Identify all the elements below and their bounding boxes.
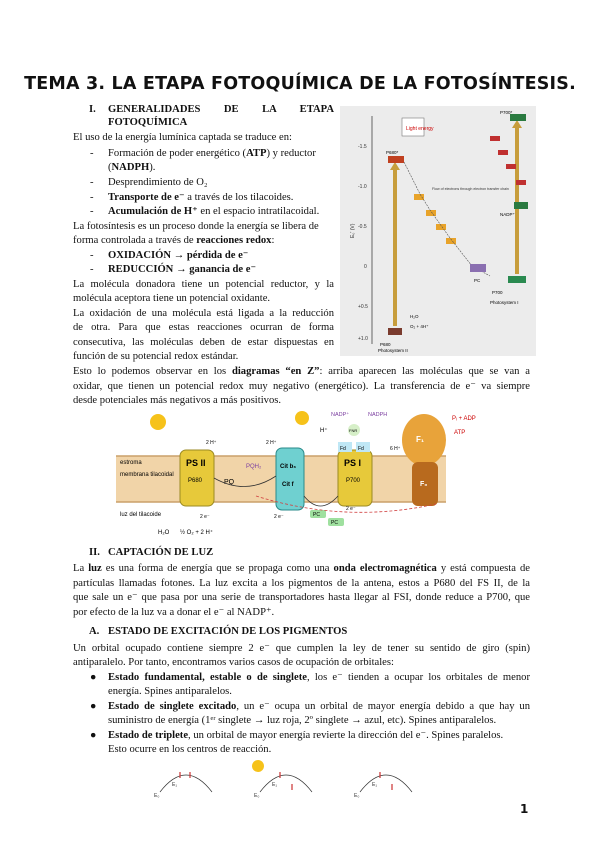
dash-5: - <box>90 250 94 261</box>
section-2-number: II. <box>89 547 100 558</box>
adp-label: Pᵢ + ADP <box>452 416 476 422</box>
orbital-label: E₁ <box>372 782 378 788</box>
f0-label: F₀ <box>420 481 428 488</box>
dash-3: - <box>90 192 94 203</box>
molecule-text-2: molécula aceptora tiene un potencial oxidante. <box>73 293 271 304</box>
f1-label: F₁ <box>416 435 425 444</box>
dash-1: - <box>90 148 94 159</box>
z-text-2: oxidar, que tienen un potencial redox muy negativo (energético). La transferencia de e⁻ va siempre <box>73 381 530 392</box>
note-a: Flow of electrons through electron transfer chain <box>432 187 509 191</box>
zlabel: P680* <box>386 150 399 155</box>
section-a-number: A. <box>89 626 100 637</box>
light-text-1: La luz es una forma de energía que se propaga como una onda electromagnética y está compuesta de <box>73 563 530 574</box>
ytick: -1.5 <box>358 144 367 150</box>
proton-label: 2 H⁺ <box>206 440 217 446</box>
orbital-svg <box>150 758 450 798</box>
reduction-item: REDUCCIÓN → ganancia de e⁻ <box>108 264 257 275</box>
orbital-label: E₀ <box>154 793 160 798</box>
state-item: Estado fundamental, estable o de singlete, los e⁻ tienden a ocupar los orbitales de menor <box>108 672 530 683</box>
thylakoid-figure <box>106 406 498 538</box>
ytick: -0.5 <box>358 224 367 230</box>
pc-label-2: PC <box>331 520 338 526</box>
zlabel: NADP⁺ <box>500 212 515 217</box>
lumen-label: luz del tilacoide <box>120 512 162 518</box>
atp-label: ATP <box>454 430 466 436</box>
proton-label: 6 H⁺ <box>390 446 401 452</box>
orbital-label: E₀ <box>254 793 260 798</box>
zlabel: O₂ + 4H⁺ <box>410 324 429 329</box>
orbital-figure <box>150 758 450 798</box>
orbital-label: E₁ <box>172 782 178 788</box>
oxidation-text-4: función de su potencial redox estándar. <box>73 351 239 362</box>
light-label: Light energy <box>406 126 434 132</box>
oxidation-text-2: de otra. Para que estas reacciones ocurran de forma <box>73 322 334 333</box>
redox-text-2: forma controlada a través de reacciones redox: <box>73 235 275 246</box>
section-1-heading-cont: FOTOQUÍMICA <box>108 117 188 128</box>
nadph-label: NADPH <box>368 412 388 418</box>
list-item: Acumulación de H⁺ en el espacio intratilacoidal. <box>108 206 320 217</box>
zlabel: P700 <box>492 290 503 295</box>
zlabel: PC <box>474 278 481 283</box>
zlabel: P700* <box>500 110 513 115</box>
section-1-number: I. <box>89 104 96 115</box>
dash-4: - <box>90 206 94 217</box>
ytick: 0 <box>364 264 367 270</box>
light-text-4: por efecto de la luz va a donar el e⁻ al NADP⁺. <box>73 607 275 618</box>
zlabel: P680 <box>380 342 391 347</box>
y-axis-label: E₀' (V) <box>350 223 356 238</box>
light-text-3: que sale un e⁻ que pasa por una serie de transportadores hasta llegar al FSI, donde reduce a P700, que <box>73 592 530 603</box>
ytick: +0.5 <box>358 304 368 310</box>
cytb6-label: Cit b₆ <box>280 464 297 470</box>
state-item: Estado de singlete excitado, un e⁻ ocupa un orbital de mayor energía debido a que hay un <box>108 701 530 712</box>
box-left: Photosystem II <box>378 348 408 353</box>
dash-6: - <box>90 264 94 275</box>
thylakoid-svg <box>106 406 498 538</box>
list-item: Transporte de e⁻ a través de los tilacoides. <box>108 192 294 203</box>
list-item-cont: (NADPH). <box>108 162 156 173</box>
stroma-label: estroma <box>120 460 142 466</box>
cytf-label: Cit f <box>282 482 294 488</box>
list-item: Desprendimiento de O₂ <box>108 177 208 188</box>
p700-label: P700 <box>346 478 361 484</box>
list-item: Formación de poder energético (ATP) y reductor <box>108 148 316 159</box>
bullet-1: ● <box>90 672 97 683</box>
page-number: 1 <box>520 802 529 816</box>
hplus-label: H⁺ <box>320 428 328 434</box>
z-text-1: Esto lo podemos observar en los diagramas “en Z”: arriba aparecen las moléculas que se van a <box>73 366 530 377</box>
orbital-text-1: Un orbital ocupado contiene siempre 2 e⁻ que cumplen la ley de tener su sentido de giro (spin) <box>73 643 530 654</box>
state-item-cont: Esto ocurre en los centros de reacción. <box>108 744 272 755</box>
oxidation-text-3: consecutiva, las moléculas deben de estar dispuestas en <box>73 337 334 348</box>
fd-label: Fd <box>340 446 346 452</box>
state-item: Estado de triplete, un orbital de mayor energía revierte la dirección del e⁻. Spines paralelos. <box>108 730 504 741</box>
membrane-label: membrana tilacoidal <box>120 472 174 478</box>
oxygen-label: ½ O₂ + 2 H⁺ <box>180 530 214 536</box>
section-2-heading: CAPTACIÓN DE LUZ <box>108 547 214 558</box>
z-text-3: desde potenciales más negativos a más positivos. <box>73 395 282 406</box>
molecule-text-1: La molécula donadora tiene un potencial reductor, y la <box>73 279 334 290</box>
oxidation-item: OXIDACIÓN → pérdida de e⁻ <box>108 250 249 261</box>
pc-label: PC <box>313 512 320 518</box>
psi-label: PS I <box>344 458 362 468</box>
proton-label: 2 H⁺ <box>266 440 277 446</box>
oxidation-text-1: La oxidación de una molécula está ligada a la reducción <box>73 308 334 319</box>
z-scheme-figure <box>340 106 536 356</box>
electron-label: 2 e⁻ <box>200 514 210 520</box>
bullet-2: ● <box>90 701 97 712</box>
orbital-label: E₀ <box>354 793 360 798</box>
light-text-2: partículas llamadas fotones. La luz excita a los pigmentos de la antena, estos a P680 del FS II, de la <box>73 578 530 589</box>
ytick: -1.0 <box>358 184 367 190</box>
p680-label: P680 <box>188 478 203 484</box>
section-a-heading: ESTADO DE EXCITACIÓN DE LOS PIGMENTOS <box>108 626 348 637</box>
water-label: H₂O <box>158 530 170 536</box>
nadp-label: NADP⁺ <box>331 412 350 418</box>
page-title: TEMA 3. LA ETAPA FOTOQUÍMICA DE LA FOTOSÍNTESIS. <box>24 74 576 94</box>
pq-label: PQ <box>224 479 235 486</box>
z-scheme-svg <box>340 106 536 356</box>
electron-label: 2 e⁻ <box>346 506 356 512</box>
state-item-cont: suministro de energía (1ᵉʳ singlete → luz roja, 2º singlete → azul, etc). Spines antiparalelos. <box>108 715 497 726</box>
fd-label-2: Fd <box>358 446 364 452</box>
orbital-text-2: antiparalelo. Por tanto, encontramos varios casos de ocupación de orbitales: <box>73 657 394 668</box>
state-item-cont: energía. Spines antiparalelos. <box>108 686 232 697</box>
pqh2-label: PQH₂ <box>246 464 262 470</box>
section-1-heading: GENERALIDADES DE LA ETAPA <box>108 104 334 115</box>
box-right: Photosystem I <box>490 300 519 305</box>
bullet-3: ● <box>90 730 97 741</box>
redox-text-1: La fotosíntesis es un proceso donde la energía se libera de <box>73 221 319 232</box>
psii-label: PS II <box>186 458 206 468</box>
ytick: +1.0 <box>358 336 368 342</box>
dash-2: - <box>90 177 94 188</box>
zlabel: H₂O <box>410 314 419 319</box>
section-1-intro: El uso de la energía lumínica captada se traduce en: <box>73 132 292 143</box>
electron-label: 2 e⁻ <box>274 514 284 520</box>
orbital-label: E₁ <box>272 782 278 788</box>
fnr-label: FNR <box>349 428 358 433</box>
